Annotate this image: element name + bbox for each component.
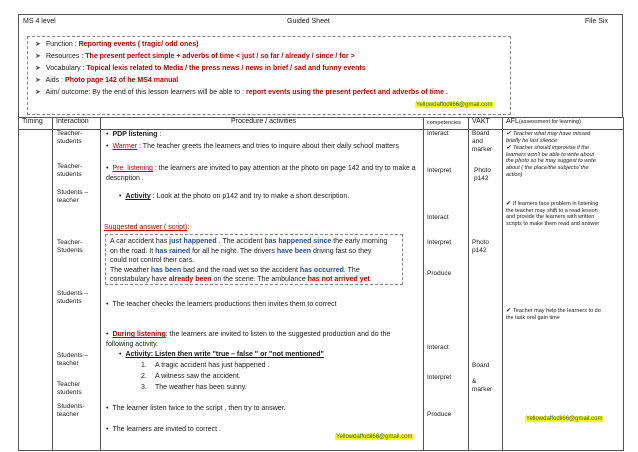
pdp-item: • PDP listening : [106,130,161,140]
competency: Interpret [427,374,452,381]
timing-cell [19,130,53,451]
sheet-title: Guided Sheet [287,18,330,25]
afl-note-4: ✔ Teacher may help the learners to do the task oral gain time [506,308,622,321]
lesson-sheet [18,14,623,450]
afl-note-2: ✔ Teacher should improvise if the learners won't be able to write about the photo so he may suggest to write about ( the place/the subjects/ the action) [506,145,622,179]
procedure-stamp [335,432,413,443]
aim-value: report events using the present perfect and adverbs of time . [245,89,448,96]
answer-line: constabulary have already been on the scene. The ambulance has not arrived yet. [110,276,372,283]
table-body-row [19,130,624,451]
correct-item: • The learners are invited to correct . [106,425,221,435]
statement-3: 3. The weather has been sunny. [141,384,247,391]
competency: Produce [427,270,452,277]
vakt-entry: Board and marker [472,130,493,153]
prelistening-item: • Pre_listening : the learners are invited to pay attention at the photo on page 142 and try to make a description . [106,164,416,183]
resources-value: The present perfect simple + adverbs of time < just / so far / already / since / for > [85,53,355,60]
resources-line [35,52,355,60]
afl-note-3: ✔ If learners face problem in listening the teacher may shift to a read lesson and provide the learners with written scripts to make them read and answer [506,201,622,228]
objectives-box [27,36,511,115]
competency: Interpret [427,239,452,246]
twice-item: • The learner listen twice to the script , then try to answer. [106,404,286,414]
vakt-entry: Board & marker [472,362,493,393]
level-label: MS 4 level [23,18,56,25]
answer-line: The weather has been bad and the road wet so the accident has occurred. The [110,266,360,274]
activity-item: • Activity : Look at the photo on p142 and try to make a short description. [119,192,349,202]
interaction-entry: Teacher- students [57,130,83,145]
arrow-icon: ➤ [35,65,41,72]
vakt-header: VAKT [469,118,503,130]
during-item: • During listening: the learners are invited to listen to the suggested production and do the following activity. [106,330,416,349]
interaction-entry: Students- teacher [57,403,85,418]
interaction-entry: Students – teacher [57,352,89,367]
afl-cell [503,130,624,451]
vakt-entry: Photo p142 [472,239,489,254]
arrow-icon: ➤ [35,89,41,96]
aids-line [35,76,178,84]
competency: Produce [427,411,452,418]
function-line [35,40,198,48]
suggested-answer-box [105,234,403,285]
header-stamp [415,101,493,108]
email-stamp: Yellowdaffodil66@gmail.com [416,102,493,108]
afl-note-1: ✔ Teacher what may have missed briefly he last silence [506,131,622,144]
resources-label: Resources : [45,53,84,60]
aim-label: Aim/ outcome: [45,89,91,96]
statement-1: 1. A tragic accident has just happened . [141,362,270,369]
competency: Interact [427,214,449,221]
vakt-cell [469,130,503,451]
vakt-entry: Photo p142 [474,167,491,182]
interaction-cell [53,130,101,451]
aids-value: Photo page 142 of he MS4 manual [65,77,179,84]
competencies-header: competencies [424,118,469,130]
email-stamp: Yellowdaffodil66@gmail.com [526,416,603,422]
competency: Interpret [427,167,452,174]
interaction-entry: Students – students [57,290,89,305]
competencies-cell [424,130,469,451]
interaction-entry: Teacher students [57,381,82,396]
afl-header [503,118,624,130]
email-stamp: Yellowdaffodil66@gmail.com [336,434,413,440]
competency: Interact [427,344,449,351]
vocabulary-value: Topical lexis related to Media / the press news / news in brief / sad and funny events [86,65,366,72]
aids-label: Aids : [45,77,64,84]
header-band [18,14,623,117]
procedure-header: Procedure / activities [101,118,424,130]
timing-header: Timing [19,118,53,130]
aim-text: By the end of this lesson learners will be able to : [92,89,245,96]
competency: Interact [427,130,449,137]
function-value: Reporting events ( tragic/ odd ones) [78,41,199,48]
interaction-entry: Teacher- Students [57,239,83,254]
procedure-cell [101,130,424,451]
arrow-icon: ➤ [35,53,41,60]
afl-stamp [525,416,603,423]
answer-line: on the road. It has rained for all he night. The drivers have been driving fast so they [110,247,372,255]
afl-title: AFL [506,118,519,125]
answer-line: could not control their cars. [110,257,195,264]
statement-2: 2. A witness saw the accident. [141,373,241,380]
function-label: Function : [45,41,77,48]
vocabulary-label: Vocabulary : [45,65,85,72]
table-header-row [19,118,624,130]
check-item: • The teacher checks the learners productions then invites them to correct [106,300,337,310]
afl-note: (assessment for learning) [518,119,581,125]
arrow-icon: ➤ [35,41,41,48]
file-label: File Six [585,18,608,25]
lesson-table [18,117,624,451]
activity2-item: • Activity: Listen then write "true – false " or "not mentioned" [119,350,324,360]
header-top [19,15,622,29]
aim-line [35,88,448,96]
interaction-entry: Teacher- students [57,163,83,178]
answer-line: A car accident has just happened . The accident has happened since the early morning [110,238,388,245]
vocabulary-line [35,64,366,72]
interaction-header: Interaction [53,118,101,130]
suggested-answer-label: Suggested answer ( script): [104,224,190,231]
warmer-item: • Warmer : The teacher greets the learners and tries to inquire about their daily school matters [106,142,416,152]
arrow-icon: ➤ [35,77,41,84]
interaction-entry: Students – teacher [57,189,89,204]
